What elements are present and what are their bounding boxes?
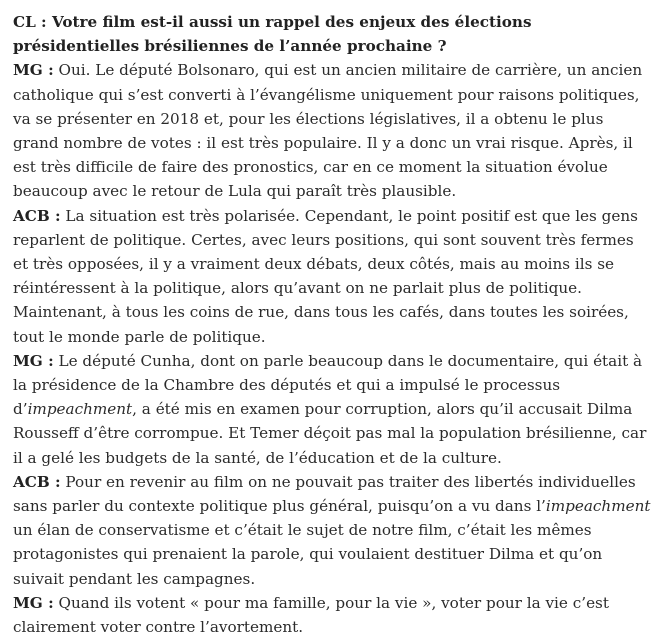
answer-text: Le député Cunha, dont on parle beaucoup dans le documentaire, qui était à la présidence de la Chambre des députés et qui a impulsé le processus d’ <box>13 351 643 419</box>
interview-question <box>13 10 652 58</box>
emphasis-term: impeachment <box>27 400 133 419</box>
answer-paragraph-4 <box>13 470 652 591</box>
answer-text: Oui. Le député Bolsonaro, qui est un ancien militaire de carrière, un ancien catholique qui s’est converti à l’évangélisme uniquement pour raisons politiques, va se présenter en 2018 et, pour les élections législatives, il a obtenu le plus grand nombre de votes : il est très populaire. Il y a donc un vrai risque. Après, il est très difficile de faire des pronostics, car en ce moment la situation évolue beaucoup avec le retour de Lula qui paraît très plausible. <box>13 61 643 201</box>
speaker-label-acb: ACB : <box>13 472 61 491</box>
answer-text: La situation est très polarisée. Cependant, le point positif est que les gens reparlent de politique. Certes, avec leurs positions, qui sont souvent très fermes et très opposées, il y a vraiment deux débats, deux côtés, mais au moins ils se réintéressent à la politique, alors qu’avant on ne parlait plus de politique. Maintenant, à tous les coins de rue, dans tous les cafés, dans toutes les soirées, tout le monde parle de politique. <box>13 206 638 346</box>
answer-paragraph-3 <box>13 349 652 470</box>
speaker-label-mg: MG : <box>13 351 54 370</box>
answer-paragraph-1 <box>13 58 652 203</box>
question-text: Votre film est-il aussi un rappel des enjeux des élections présidentielles brésiliennes de l’année prochaine ? <box>13 13 532 56</box>
speaker-label-acb: ACB : <box>13 206 61 225</box>
answer-text: Quand ils votent « pour ma famille, pour la vie », voter pour la vie c’est clairement voter contre l’avortement. <box>13 593 609 637</box>
answer-paragraph-2 <box>13 204 652 349</box>
speaker-label-cl: CL : <box>13 13 47 31</box>
emphasis-term: impeachment <box>545 497 651 516</box>
answer-text: Pour en revenir au film on ne pouvait pas traiter des libertés individuelles sans parler du contexte politique plus général, puisqu’on a vu dans l’ <box>13 472 636 516</box>
answer-paragraph-5 <box>13 591 652 639</box>
answer-text: , a été mis en examen pour corruption, alors qu’il accusait Dilma Rousseff d’être corrompue. Et Temer déçoit pas mal la population brésilienne, car il a gelé les budgets de la santé, de l’éducation et de la culture. <box>13 400 647 467</box>
speaker-label-mg: MG : <box>13 593 54 612</box>
answer-text: un élan de conservatisme et c’était le sujet de notre film, c’était les mêmes protagonistes qui prenaient la parole, qui voulaient destituer Dilma et qu’on suivait pendant les campagnes. <box>13 521 603 588</box>
speaker-label-mg: MG : <box>13 61 54 80</box>
